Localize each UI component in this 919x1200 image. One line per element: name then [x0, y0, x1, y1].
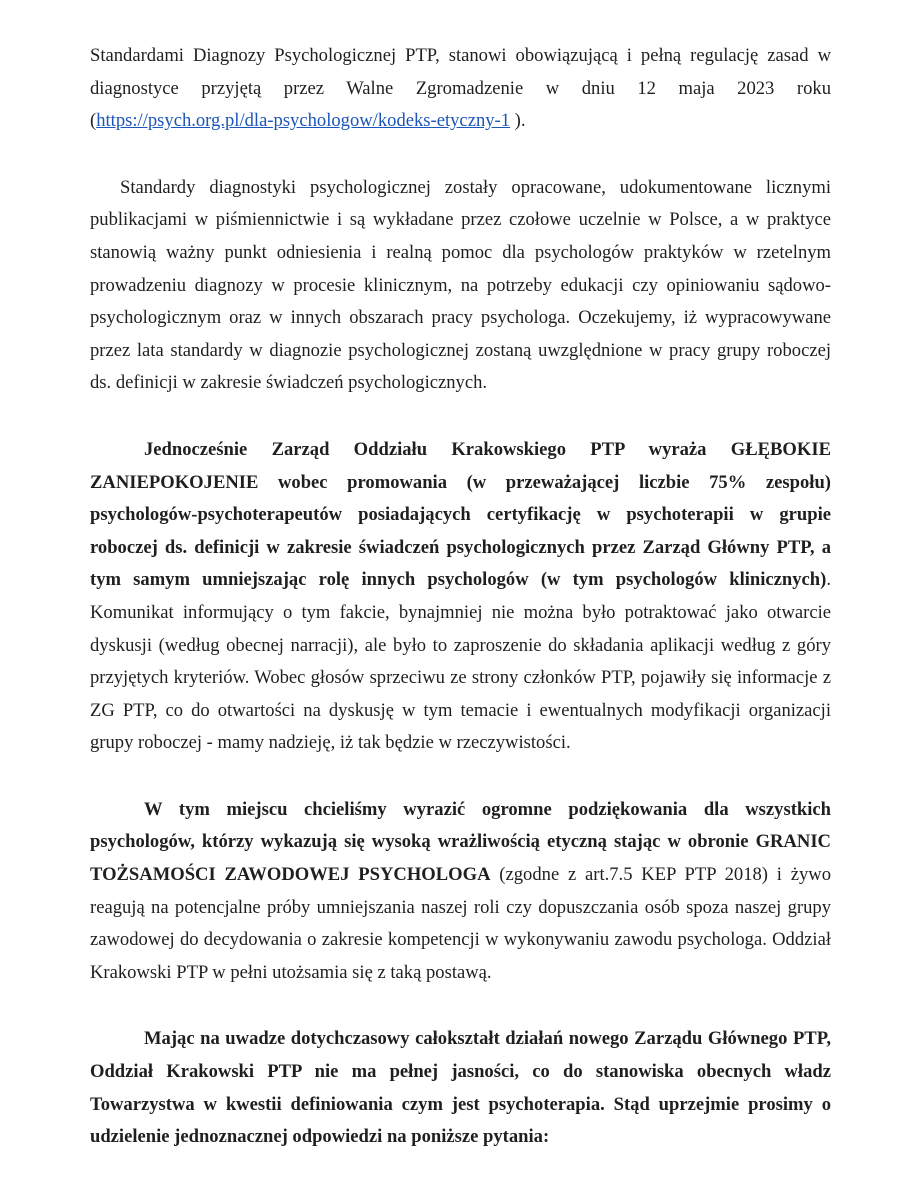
paragraph-text: . Komunikat informujący o tym fakcie, bynajmniej nie można było potraktować jako otwarcie dyskusji (według obecnej narracji), ale było to zaproszenie do składania aplikacji według z góry przyjętych kryteriów. Wobec głosów sprzeciwu ze strony członków PTP, pojawiły się informacje z ZG PTP, co do otwartości na dyskusję w tym temacie i ewentualnych modyfikacji organizacji grupy roboczej - mamy nadzieję, iż tak będzie w rzeczywistości. — [90, 569, 831, 754]
paragraph-standards-regulation — [90, 40, 831, 138]
bold-statement: Jednocześnie Zarząd Oddziału Krakowskiego PTP wyraża GŁĘBOKIE ZANIEPOKOJENIE wobec promowania (w przeważającej liczbie 75% zespołu) psychologów-psychoterapeutów posiadających certyfikację w psychoterapii w grupie roboczej ds. definicji w zakresie świadczeń psychologicznych przez Zarząd Główny PTP, a tym samym umniejszając rolę innych psychologów (w tym psychologów klinicznych) — [90, 438, 831, 591]
paragraph-concern-statement — [90, 434, 831, 760]
bold-statement: Mając na uwadze dotychczasowy całokształt działań nowego Zarządu Głównego PTP, Oddział Krakowski PTP nie ma pełnej jasności, co do stanowiska obecnych władz Towarzystwa w kwestii definiowania czym jest psychoterapia. Stąd uprzejmie prosimy o udzielenie jednoznacznej odpowiedzi na poniższe pytania: — [90, 1028, 831, 1148]
paragraph-questions-intro — [90, 1023, 831, 1153]
paragraph-text-end: ). — [510, 110, 526, 132]
paragraph-text: Standardy diagnostyki psychologicznej zostały opracowane, udokumentowane licznymi publikacjami w piśmiennictwie i są wykładane przez czołowe uczelnie w Polsce, a w praktyce stanowią ważny punkt odniesienia i realną pomoc dla psychologów praktyków w rzetelnym prowadzeniu diagnozy w procesie klinicznym, na potrzeby edukacji czy opiniowaniu sądowo-psychologicznym oraz w innych obszarach pracy psychologa. Oczekujemy, iż wypracowywane przez lata standardy w diagnozie psychologicznej zostaną uwzględnione w pracy grupy roboczej ds. definicji w zakresie świadczeń psychologicznych. — [90, 176, 831, 394]
ethics-code-link[interactable]: https://psych.org.pl/dla-psychologow/kodeks-etyczny-1 — [96, 110, 511, 132]
paragraph-text: (zgodne z art.7.5 KEP PTP 2018) i żywo reagują na potencjalne próby umniejszania naszej roli czy dopuszczania osób spoza naszej grupy zawodowej do decydowania o zakresie kompetencji w wykonywaniu zawodu psychologa. Oddział Krakowski PTP w pełni utożsamia się z taką postawą. — [90, 864, 832, 983]
paragraph-thanks — [90, 794, 831, 990]
paragraph-diagnostic-standards — [90, 172, 831, 400]
paragraph-text: Standardami Diagnozy Psychologicznej PTP, stanowi obowiązującą i pełną regulację zasad w diagnostyce przyjętą przez Walne Zgromadzenie w dniu 12 maja 2023 roku ( — [90, 45, 831, 132]
bold-statement: W tym miejscu chcieliśmy wyrazić ogromne podziękowania dla wszystkich psychologów, którzy wykazują się wysoką wrażliwością etyczną stając w obronie GRANIC TOŻSAMOŚCI ZAWODOWEJ PSYCHOLOGA — [90, 798, 831, 886]
